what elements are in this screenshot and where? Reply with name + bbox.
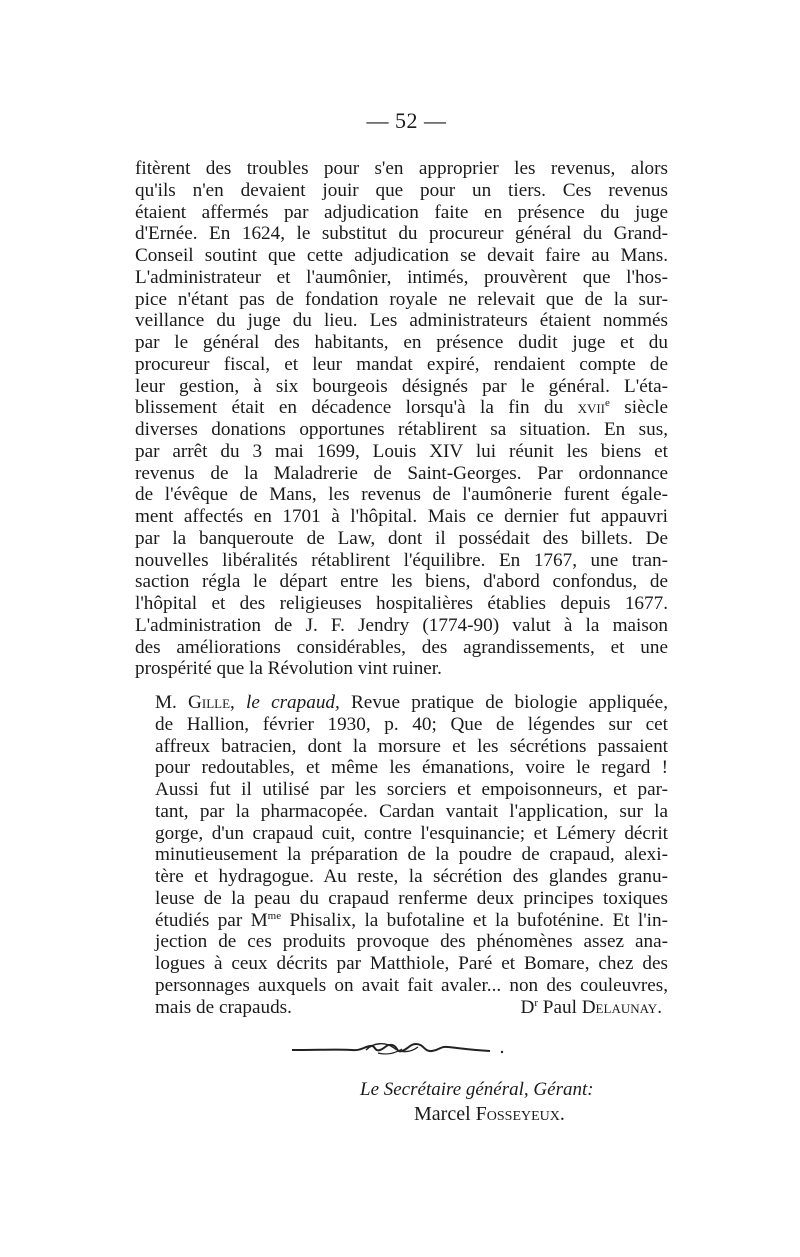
superscript: e [605,397,610,410]
text-line-first [135,692,668,714]
review-author: M. Gille, [155,692,235,713]
text-fragment: mais de crapauds. [155,996,292,1018]
text-line: tère et hydragogue. Au reste, la sécrétion des glandes granu- [155,866,668,887]
text-line: qu'ils n'en devaient jouir que pour un tiers. Ces revenus [135,179,668,201]
text-line: ment affectés en 1701 à l'hôpital. Mais ce dernier fut appauvri [135,506,668,527]
closing-block [360,1078,660,1126]
text-line: logues à ceux décrits par Matthiole, Paré et Bomare, chez des [155,953,668,974]
text-line: de l'évêque de Mans, les revenus de l'aumônerie furent égale- [135,484,668,506]
text-line: gorge, d'un crapaud cuit, contre l'esquinancie; et Lémery décrit [155,822,668,844]
text-line: prospérité que la Révolution vint ruiner. [135,658,442,680]
text-line: Aussi fut il utilisé par les sorciers et empoisonneurs, et par- [155,779,668,800]
text-line: par la banqueroute de Law, dont il possédait des billets. De [135,527,668,549]
title-abbrev: D [520,996,535,1018]
document-page [135,108,668,1018]
century-numeral: xvii [577,397,606,419]
closing-first-name: Marcel [414,1103,476,1125]
signature-given-name: Paul [537,996,582,1018]
page-number: — 52 — [366,108,447,133]
text-line: pour redoutables, et même les émanations, voire le regard ! [155,757,668,779]
signature-surname: Delaunay. [581,996,662,1018]
text-line-century [135,397,668,419]
text-line: pice n'étant pas de fondation royale ne relevait que de la sur- [135,288,668,310]
text-fragment: Phisalix, la bufotaline et la bufoténine. Et l'in- [281,909,668,931]
text-line: L'administrateur et l'aumônier, intimés, prouvèrent que l'hos- [135,266,668,288]
ornament-divider [290,1038,510,1060]
closing-last-name: Fosseyeux. [475,1103,565,1125]
closing-role: Le Secrétaire général, Gérant: [360,1079,594,1100]
text-fragment: siècle [609,397,668,419]
text-line: Conseil soutint que cette adjudication se devait faire au Mans. [135,245,668,266]
text-line: étaient affermés par adjudication faite en présence du juge [135,201,668,223]
text-line: L'administration de J. F. Jendry (1774-90) valut à la maison [135,614,668,636]
text-line: l'hôpital et des religieuses hospitalières établies depuis 1677. [135,593,668,614]
text-line: affreux batracien, dont la morsure et les sécrétions passaient [155,735,668,757]
text-line: leur gestion, à six bourgeois désignés par le général. L'éta- [135,375,668,397]
text-line: nouvelles libéralités rétablirent l'équilibre. En 1767, une tran- [135,549,668,571]
text-line: leuse de la peau du crapaud renferme deux principes toxiques [155,887,668,909]
text-fragment: étudiés par M [155,909,268,931]
text-line: par le général des habitants, en présence dudit juge et du [135,332,668,353]
superscript: r [534,996,538,1009]
signature [500,997,662,1019]
text-line: personnages auxquels on avait fait avaler... non des couleuvres, [155,974,668,996]
text-line: procureur fiscal, et leur mandat expiré, rendaient compte de [135,353,668,375]
text-fragment: blissement était en décadence lorsqu'à la fin du [135,397,578,419]
closing-name [414,1102,660,1126]
text-line: jection de ces produits provoque des phénomènes assez ana- [155,931,668,953]
paragraph-review [135,692,668,1018]
paragraph-history [135,158,668,680]
text-fragment: Revue pratique de biologie appliquée, [339,692,668,713]
text-line: revenus de la Maladrerie de Saint-Georges. Par ordonnance [135,462,668,484]
text-line: de Hallion, février 1930, p. 40; Que de légendes sur cet [155,713,668,735]
text-line-mme [135,910,668,932]
text-line: saction régla le départ entre les biens, d'abord confondus, de [135,571,668,593]
text-line: par arrêt du 3 mai 1699, Louis XIV lui réunit les biens et [135,440,668,462]
text-line: diverses donations opportunes rétablirent sa situation. En sus, [135,419,668,440]
text-line: d'Ernée. En 1624, le substitut du procureur général du Grand- [135,223,668,245]
text-line: veillance du juge du lieu. Les administrateurs étaient nommés [135,310,668,332]
text-line: des améliorations considérables, des agrandissements, et une [135,636,668,658]
superscript: me [267,909,282,922]
text-line: fitèrent des troubles pour s'en approprier les revenus, alors [135,158,668,179]
signature-line [135,997,668,1019]
review-title: le crapaud, [246,692,340,713]
text-line: tant, par la pharmacopée. Cardan vantait l'application, sur la [155,800,668,822]
text-line: minutieusement la préparation de la poudre de crapaud, alexi- [155,844,668,866]
